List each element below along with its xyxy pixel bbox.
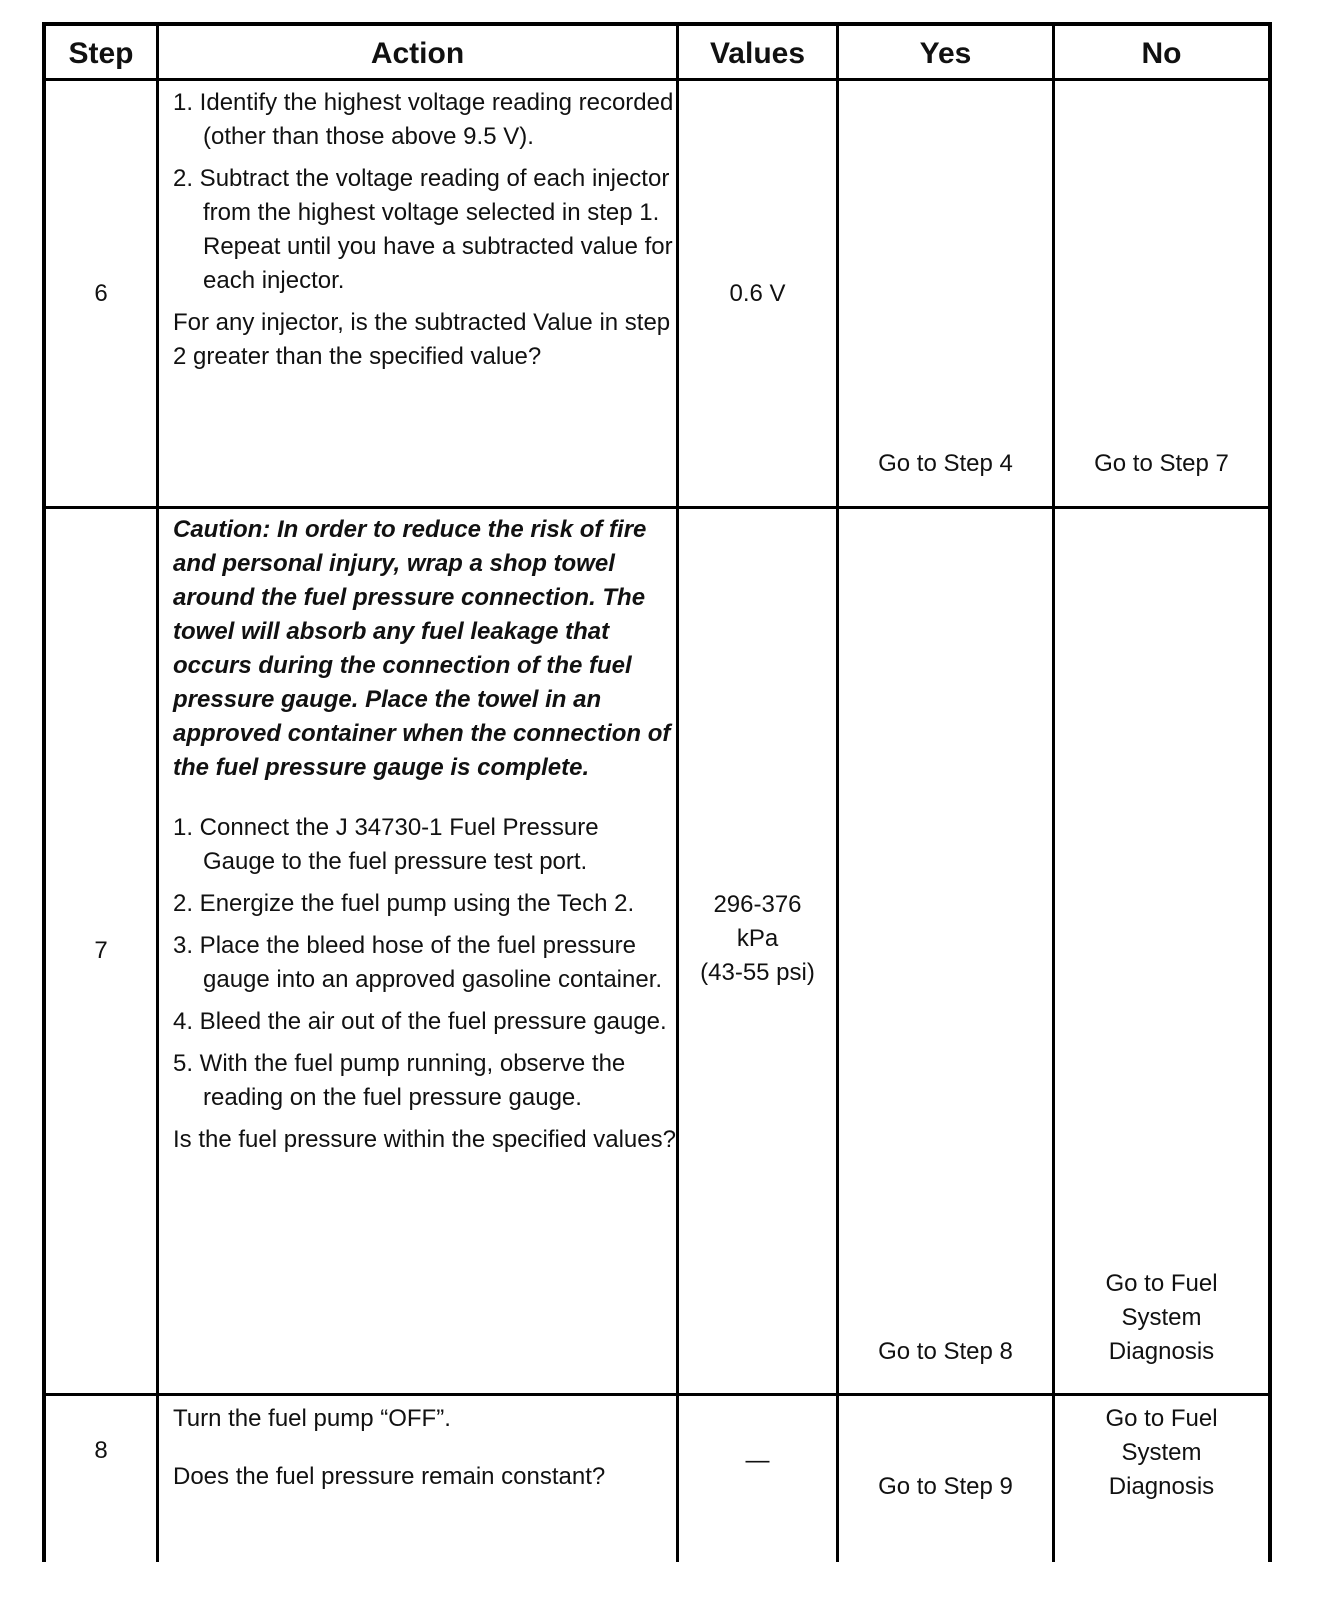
no-cell <box>1055 81 1268 481</box>
action-question: For any injector, is the subtracted Value in step 2 greater than the specified value? <box>173 309 671 370</box>
step-number: 8 <box>94 1437 108 1464</box>
no-link-line: Go to Fuel <box>1105 1405 1218 1432</box>
action-question: Does the fuel pressure remain constant? <box>173 1463 606 1490</box>
value-line: (43-55 psi) <box>700 959 815 986</box>
no-cell <box>1055 509 1268 1369</box>
yes-link: Go to Step 4 <box>878 450 1013 477</box>
action-step: 1. Identify the highest voltage reading recorded (other than those above 9.5 V). <box>173 89 674 150</box>
action-step: 3. Place the bleed hose of the fuel pressure gauge into an approved gasoline container. <box>173 932 663 993</box>
header-action: Action <box>370 37 465 70</box>
action-step: 5. With the fuel pump running, observe the reading on the fuel pressure gauge. <box>173 1050 626 1111</box>
no-link: Go to Step 7 <box>1094 450 1229 477</box>
no-link-line: Diagnosis <box>1108 1473 1215 1500</box>
yes-cell <box>839 509 1052 1369</box>
action-step: 2. Subtract the voltage reading of each injector from the highest voltage selected in step 1. Repeat until you have a subtracted value for each injector. <box>173 165 673 294</box>
caution-note: Caution: In order to reduce the risk of fire and personal injury, wrap a shop towel around the fuel pressure connection. The towel will absorb any fuel leakage that occurs during the connection of the fuel pressure gauge. Place the towel in an approved container when the connection of the fuel pressure gauge is complete. <box>173 516 671 781</box>
no-cell <box>1055 1402 1268 1504</box>
action-step: 1. Connect the J 34730-1 Fuel Pressure Gauge to the fuel pressure test port. <box>173 814 599 875</box>
header-yes: Yes <box>919 37 972 70</box>
no-link-line: Diagnosis <box>1108 1338 1215 1365</box>
header-no: No <box>1141 37 1182 70</box>
action-steps <box>173 811 676 1115</box>
yes-cell <box>839 81 1052 481</box>
value-cell <box>679 888 836 990</box>
no-link-line: Go to Fuel <box>1105 1270 1218 1297</box>
value-cell: — <box>745 1447 770 1474</box>
action-cell <box>159 513 676 1391</box>
action-step: 2. Energize the fuel pump using the Tech 2. <box>173 890 635 917</box>
step-number: 6 <box>94 279 108 307</box>
header-step: Step <box>68 37 134 70</box>
action-steps <box>173 86 676 298</box>
action-cell <box>159 86 676 504</box>
yes-link: Go to Step 9 <box>878 1473 1013 1500</box>
step-number: 7 <box>94 937 108 964</box>
value-line: 296-376 <box>713 891 802 918</box>
action-cell <box>159 1402 676 1494</box>
action-question: Is the fuel pressure within the specified values? <box>173 1126 676 1153</box>
yes-link: Go to Step 8 <box>878 1338 1013 1365</box>
row-divider <box>46 1393 1268 1396</box>
value-cell: 0.6 V <box>729 279 786 307</box>
no-link-line: System <box>1121 1439 1202 1466</box>
value-line: kPa <box>736 925 779 952</box>
diagnostic-table <box>42 22 1272 1562</box>
action-step: 4. Bleed the air out of the fuel pressure gauge. <box>173 1008 667 1035</box>
header-values: Values <box>709 37 806 70</box>
action-instruction: Turn the fuel pump “OFF”. <box>173 1405 451 1432</box>
no-link-line: System <box>1121 1304 1202 1331</box>
